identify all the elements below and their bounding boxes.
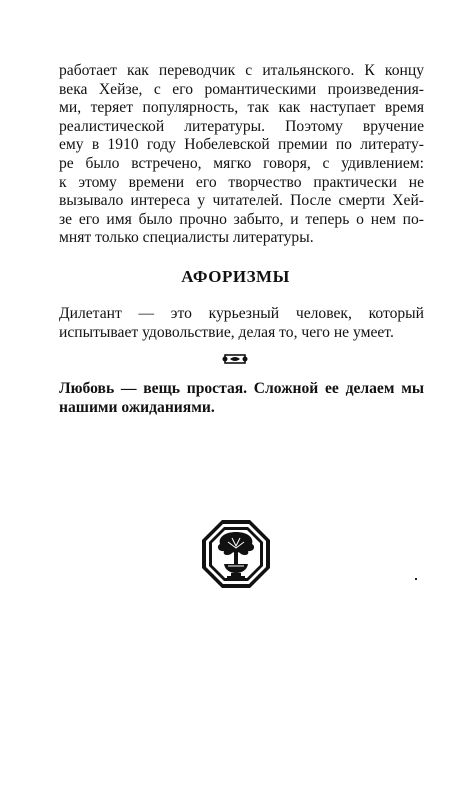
text-line: нашими ожиданиями. [59,398,215,416]
aphorism-1 [59,305,424,342]
print-speck [415,578,417,580]
text-line: века Хейзе, с его романтическими произведения- [59,80,424,98]
text-line: вызывало интереса у читателей. После смерти Хей- [59,192,424,210]
text-line: испытывает удовольствие, делая то, чего не умеет. [59,323,394,341]
text-line: к этому времени его творчество практически не [59,173,424,191]
section-title: АФОРИЗМЫ [181,267,290,286]
text-line: зе его имя было прочно забыто, и теперь о нем по- [59,210,424,228]
text-line: Любовь — вещь простая. Сложной ее делаем мы [59,380,424,397]
ornament-divider-icon [222,352,248,366]
text-line: Дилетант — это курьезный человек, который [59,305,424,322]
text-line: ему в 1910 году Нобелевской премии по литерату- [59,136,424,154]
text-line: ми, теряет популярность, так как наступает время [59,99,424,117]
text-line: работает как переводчик с итальянского. К концу [59,62,424,79]
biography-paragraph [59,62,424,248]
text-line: реалистической литературы. Поэтому вручение [59,117,424,135]
text-line: мнят только специалисты литературы. [59,229,314,247]
tree-emblem-icon [200,518,272,590]
text-line: ре было встречено, мягко говоря, с удивлением: [59,154,424,172]
aphorism-2 [59,380,424,417]
